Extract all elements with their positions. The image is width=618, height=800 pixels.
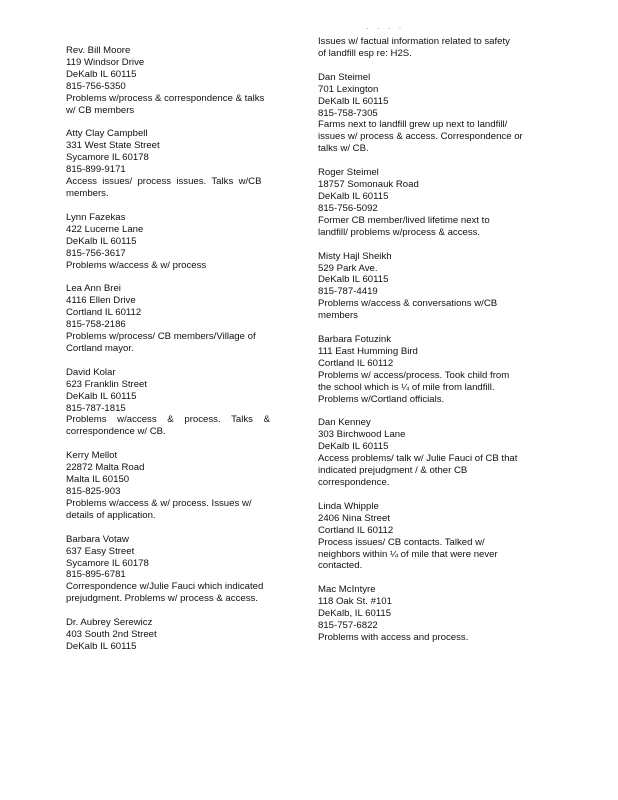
contact-note-line: prejudgment. Problems w/ process & access. <box>66 593 258 605</box>
contact-note-line: Problems w/access & w/ process <box>66 259 207 271</box>
contact-entry <box>66 128 306 199</box>
contact-note-line: issues w/ process & access. Correspondence or <box>318 131 523 143</box>
contact-address: 118 Oak St. #101 <box>318 596 392 608</box>
contact-city: Malta IL 60150 <box>66 474 130 486</box>
contact-note-line: correspondence. <box>318 477 390 488</box>
right-column <box>318 36 558 656</box>
continuation-line: of landfill esp re: H2S. <box>318 47 412 59</box>
contact-address: 331 West State Street <box>66 140 160 152</box>
contact-note-line: talks w/ CB. <box>318 143 369 155</box>
contact-note-line: Access issues/ process issues. Talks w/CB <box>66 176 262 188</box>
contact-entry <box>318 417 558 488</box>
contact-address: 2406 Nina Street <box>318 512 390 524</box>
contact-name: Barbara Votaw <box>66 533 129 545</box>
contact-city: DeKalb IL 60115 <box>66 235 137 247</box>
contact-name: Rev. Bill Moore <box>66 45 131 56</box>
contact-note-line: indicated prejudgment / & other CB <box>318 465 468 477</box>
contact-address: 701 Lexington <box>318 83 379 95</box>
contact-note-line: Access problems/ talk w/ Julie Fauci of CB that <box>318 453 518 465</box>
contact-city: Sycamore IL 60178 <box>66 152 149 164</box>
contact-phone: 815-895-6781 <box>66 569 126 581</box>
contact-note-line: Problems with access and process. <box>318 631 469 643</box>
contact-note-line: Problems w/process & correspondence & talks <box>66 92 265 104</box>
contact-name: Roger Steimel <box>318 167 379 179</box>
contact-city: Sycamore IL 60178 <box>66 557 149 569</box>
contact-entry <box>318 584 558 644</box>
contact-entry <box>318 501 558 572</box>
contact-entry <box>66 212 306 272</box>
contact-address: 637 Easy Street <box>66 545 135 557</box>
contact-name: David Kolar <box>66 366 116 378</box>
contact-note-line: members. <box>66 187 109 199</box>
contact-note-line: Farms next to landfill grew up next to landfill/ <box>318 119 508 131</box>
contact-address: 22872 Malta Road <box>66 462 145 474</box>
contact-name: Linda Whipple <box>318 500 379 512</box>
contact-phone: 815-757-6822 <box>318 620 378 632</box>
contact-name: Lynn Fazekas <box>66 211 126 223</box>
contact-city: DeKalb IL 60115 <box>318 95 389 107</box>
contact-name: Barbara Fotuzink <box>318 334 392 346</box>
left-column <box>66 45 306 665</box>
contact-name: Misty Hajl Sheikh <box>318 250 392 262</box>
contact-note-line: Problems w/ access/process. Took child from <box>318 369 510 381</box>
contact-note-line: Cortland mayor. <box>66 342 134 354</box>
contact-address: 119 Windsor Drive <box>66 56 145 68</box>
contact-entry <box>318 334 558 405</box>
contact-city: Cortland IL 60112 <box>66 307 142 319</box>
contact-address: 422 Lucerne Lane <box>66 223 144 235</box>
contact-phone: 815-787-4419 <box>318 286 378 298</box>
contact-phone: 815-758-7305 <box>318 107 378 119</box>
contact-note-line: landfill/ problems w/process & access. <box>318 226 481 238</box>
contact-city: Cortland IL 60112 <box>318 357 394 369</box>
contact-note-line: Problems w/Cortland officials. <box>318 393 445 405</box>
contact-entry <box>318 167 558 238</box>
contact-note-line: members <box>318 310 358 322</box>
contact-city: DeKalb IL 60115 <box>66 390 137 402</box>
continuation-line: Issues w/ factual information related to safety <box>318 36 510 47</box>
continuation-note <box>318 36 558 60</box>
contact-note-line: correspondence w/ CB. <box>66 426 166 438</box>
contact-phone: 815-899-9171 <box>66 164 126 176</box>
contact-phone: 815-758-2186 <box>66 319 126 331</box>
contact-phone: 815-787-1815 <box>66 402 126 414</box>
contact-address: 111 East Humming Bird <box>318 345 418 357</box>
contact-address: 529 Park Ave. <box>318 262 378 274</box>
contact-name: Dan Steimel <box>318 71 371 83</box>
contact-city: DeKalb IL 60115 <box>66 68 137 80</box>
contact-note-line: the school which is ¼ of mile from landfill. <box>318 381 495 393</box>
contact-note-line: Process issues/ CB contacts. Talked w/ <box>318 536 485 548</box>
contact-name: Lea Ann Brei <box>66 283 121 295</box>
contact-name: Kerry Mellot <box>66 450 118 462</box>
contact-address: 18757 Somonauk Road <box>318 179 419 191</box>
contact-name: Dan Kenney <box>318 417 371 429</box>
contact-address: 4116 Ellen Drive <box>66 295 136 307</box>
contact-name: Atty Clay Campbell <box>66 128 148 140</box>
contact-phone: 815-756-5350 <box>66 80 126 92</box>
contact-entry <box>66 534 306 605</box>
top-mark: · · · · <box>366 24 405 33</box>
contact-entry <box>318 72 558 155</box>
contact-address: 623 Franklin Street <box>66 378 148 390</box>
contact-entry <box>66 45 306 116</box>
contact-entry <box>66 617 306 653</box>
contact-note-line: Problems w/process/ CB members/Village of <box>66 331 256 343</box>
contact-phone: 815-756-5092 <box>318 202 378 214</box>
contact-note-line: w/ CB members <box>66 104 135 116</box>
contact-note-line: Problems w/access & conversations w/CB <box>318 298 498 310</box>
contact-entry <box>66 367 306 438</box>
contact-city: DeKalb IL 60115 <box>318 274 389 286</box>
contact-note-line: Problems w/access & process. Talks & <box>66 414 271 426</box>
contact-note-line: contacted. <box>318 560 363 572</box>
contact-note-line: details of application. <box>66 509 156 521</box>
contact-city: Cortland IL 60112 <box>318 524 394 536</box>
contact-phone: 815-825-903 <box>66 486 121 497</box>
contact-note-line: neighbors within ¼ of mile that were never <box>318 548 498 560</box>
contact-name: Mac McIntyre <box>318 584 376 596</box>
contact-entry <box>318 251 558 322</box>
contact-note-line: Former CB member/lived lifetime next to <box>318 214 490 226</box>
contact-address: 403 South 2nd Street <box>66 629 157 641</box>
contact-note-line: Correspondence w/Julie Fauci which indicated <box>66 581 264 593</box>
contact-city: DeKalb, IL 60115 <box>318 608 392 620</box>
contact-entry <box>66 283 306 354</box>
contact-address: 303 Birchwood Lane <box>318 429 406 441</box>
contact-city: DeKalb IL 60115 <box>318 190 389 202</box>
contact-phone: 815-756-3617 <box>66 247 126 259</box>
contact-entry <box>66 450 306 521</box>
contact-city: DeKalb IL 60115 <box>66 640 137 652</box>
contact-name: Dr. Aubrey Serewicz <box>66 617 153 629</box>
contact-city: DeKalb IL 60115 <box>318 441 389 453</box>
contact-note-line: Problems w/access & w/ process. Issues w/ <box>66 497 252 509</box>
